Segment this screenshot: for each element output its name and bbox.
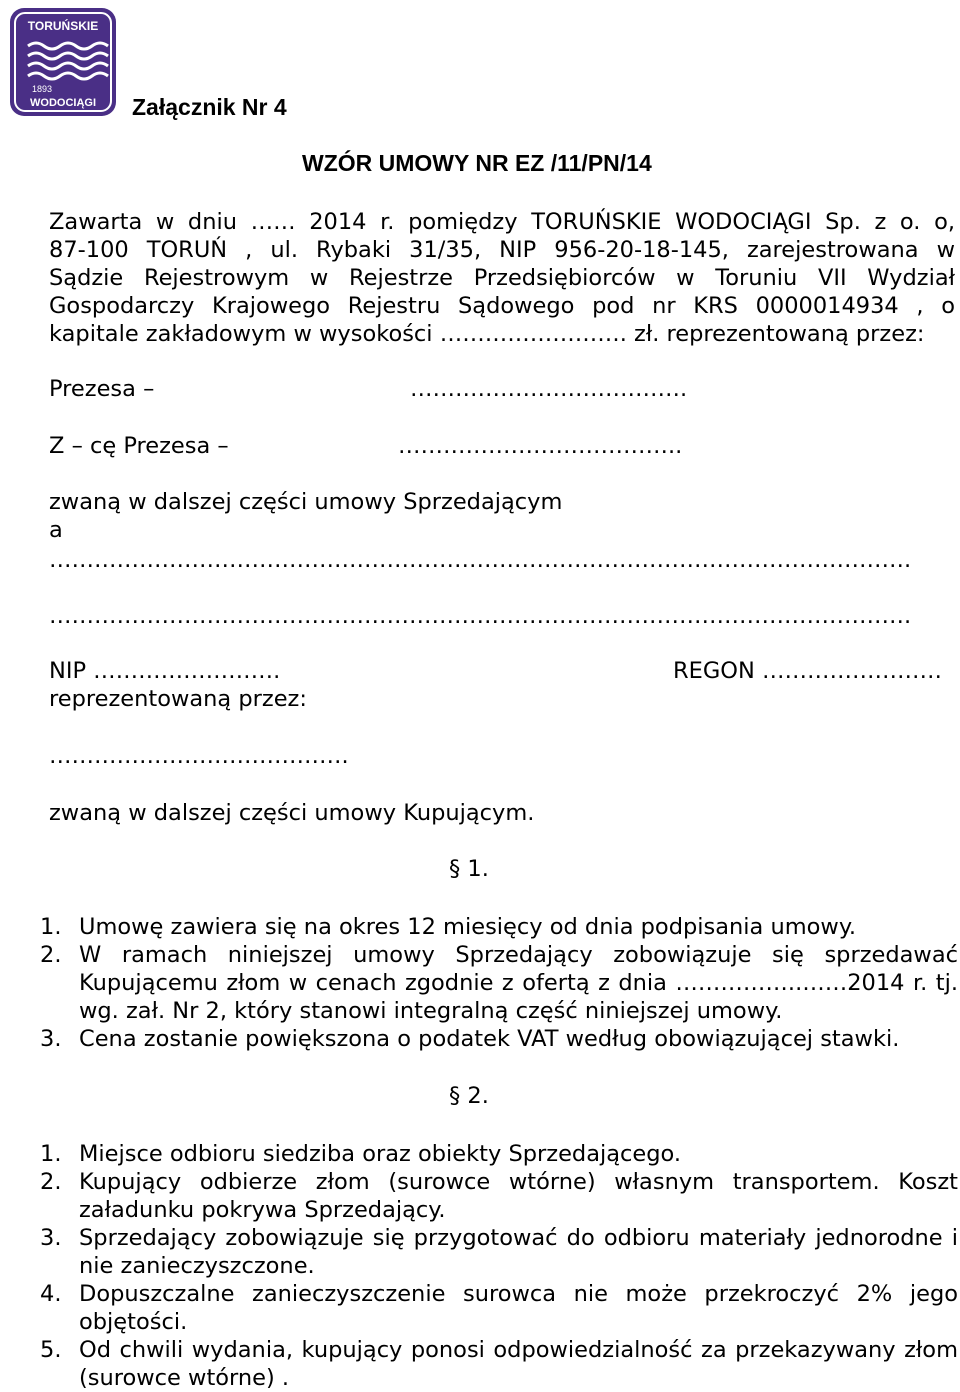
list-item: [40, 1224, 958, 1280]
section-1-heading: § 1.: [449, 856, 489, 882]
item-text: Umowę zawiera się na okres 12 miesięcy od dnia podpisania umowy.: [79, 914, 857, 940]
intro-line: 87-100 TORUŃ , ul. Rybaki 31/35, NIP 956-20-18-145, zarejestrowana w: [49, 237, 955, 263]
item-text: W ramach niniejszej umowy Sprzedający zobowiązuje się sprzedawać Kupującemu złom w cenach zgodnie z ofertą z dnia ……………..……2014 r. tj. wg. zał. Nr 2, który stanowi integralną część niniejszej umowy.: [79, 942, 958, 1024]
intro-line: Zawarta w dniu …… 2014 r. pomiędzy TORUŃSKIE WODOCIĄGI Sp. z o. o,: [49, 209, 955, 235]
intro-line: Sądzie Rejestrowym w Rejestrze Przedsiębiorców w Toruniu VII Wydział: [49, 265, 955, 291]
attachment-label: Załącznik Nr 4: [132, 94, 287, 120]
item-text: Kupujący odbierze złom (surowce wtórne) własnym transportem. Koszt załadunku pokrywa Sprzedający.: [79, 1169, 958, 1223]
buyer-clause: zwaną w dalszej części umowy Kupującym.: [49, 800, 535, 826]
intro-line: kapitale zakładowym w wysokości ……………………. zł. reprezentowaną przez:: [49, 321, 925, 347]
item-text: Od chwili wydania, kupujący ponosi odpowiedzialność za przekazywany złom (surowce wtórne) .: [79, 1337, 958, 1391]
list-item: [40, 1140, 958, 1168]
item-number: 2.: [40, 942, 62, 968]
and-word: a: [49, 517, 63, 543]
logo-bottom-text: WODOCIĄGI: [30, 97, 96, 109]
item-number: 1.: [40, 914, 62, 940]
seller-clause: zwaną w dalszej części umowy Sprzedającym: [49, 489, 563, 515]
item-number: 5.: [40, 1337, 62, 1363]
item-number: 1.: [40, 1141, 62, 1167]
torunskie-wodociagi-logo: [8, 6, 118, 118]
buyer-name-line: …………………………………………………………………………………………………….: [49, 547, 912, 573]
item-number: 2.: [40, 1169, 62, 1195]
list-item: [40, 1025, 958, 1053]
list-item: [40, 941, 958, 1025]
list-item: [40, 913, 958, 941]
vice-prezes-label: Z – cę Prezesa –: [49, 433, 229, 459]
buyer-address-line: …………………………………………………………………………………………………….: [49, 603, 912, 629]
document-title: WZÓR UMOWY NR EZ /11/PN/14: [302, 150, 652, 176]
intro-line: Gospodarczy Krajowego Rejestru Sądowego pod nr KRS 0000014934 , o: [49, 293, 955, 319]
section-2-heading: § 2.: [449, 1083, 489, 1109]
list-item: [40, 1336, 958, 1392]
nip-field: NIP …………………….: [49, 658, 281, 684]
item-number: 4.: [40, 1281, 62, 1307]
representative-dots: ………………………………….: [49, 743, 349, 769]
intro-paragraph: [49, 208, 955, 348]
item-text: Dopuszczalne zanieczyszczenie surowca nie może przekroczyć 2% jego objętości.: [79, 1281, 958, 1335]
list-item: [40, 1168, 958, 1224]
item-text: Miejsce odbioru siedziba oraz obiekty Sprzedającego.: [79, 1141, 682, 1167]
item-number: 3.: [40, 1026, 62, 1052]
item-text: Sprzedający zobowiązuje się przygotować do odbioru materiały jednorodne i nie zanieczyszczone.: [79, 1225, 958, 1279]
section-2-list: [40, 1140, 958, 1392]
vice-prezes-dots: ………………………………..: [398, 433, 683, 459]
represented-by-label: reprezentowaną przez:: [49, 686, 307, 712]
prezes-dots: ……………………………….: [410, 376, 688, 402]
prezes-label: Prezesa –: [49, 376, 155, 402]
section-1-list: [40, 913, 958, 1053]
regon-field: REGON ……………………: [673, 658, 942, 684]
item-text: Cena zostanie powiększona o podatek VAT według obowiązującej stawki.: [79, 1026, 900, 1052]
item-number: 3.: [40, 1225, 62, 1251]
logo-year: 1893: [31, 84, 53, 94]
logo-top-text: TORUŃSKIE: [27, 19, 99, 33]
list-item: [40, 1280, 958, 1336]
